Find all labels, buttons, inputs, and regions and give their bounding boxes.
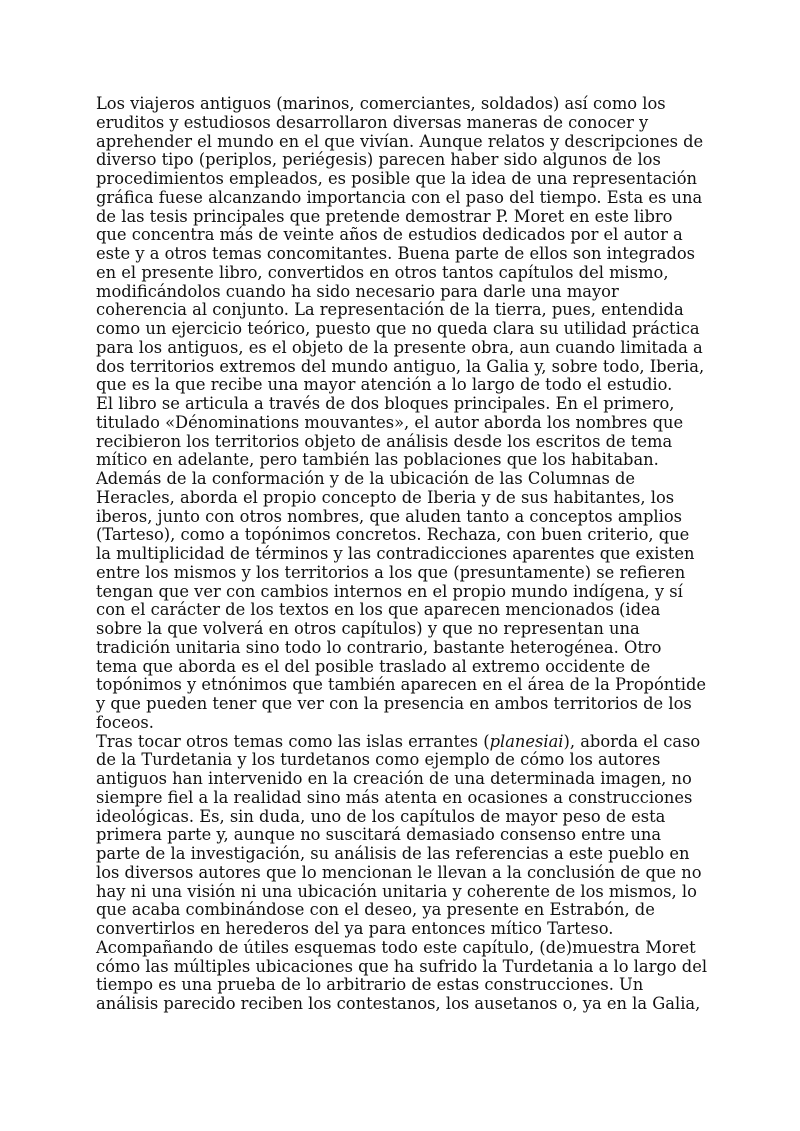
text-line: [96, 639, 706, 658]
text-segment: tradición unitaria sino todo lo contrario, bastante heterogénea. Otro: [96, 637, 662, 657]
text-segment: de las tesis principales que pretende demostrar P. Moret en este libro: [96, 206, 673, 226]
text-segment: en el presente libro, convertidos en otros tantos capítulos del mismo,: [96, 262, 669, 282]
text-segment: aprehender el mundo en el que vivían. Aunque relatos y descripciones de: [96, 131, 704, 151]
text-segment: Acompañando de útiles esquemas todo este capítulo, (de)muestra Moret: [96, 937, 696, 957]
text-line: [96, 245, 706, 264]
text-line: [96, 208, 706, 227]
text-line: [96, 264, 706, 283]
text-segment: procedimientos empleados, es posible que la idea de una representación: [96, 169, 698, 188]
text-line: [96, 508, 706, 527]
text-line: [96, 845, 706, 864]
text-line: [96, 489, 706, 508]
text-line: [96, 676, 706, 695]
text-segment: topónimos y etnónimos que también aparecen en el área de la Propóntide: [96, 675, 707, 695]
text-segment: los diversos autores que lo mencionan le llevan a la conclusión de que no: [96, 862, 702, 882]
text-line: [96, 864, 706, 883]
text-segment: ideológicas. Es, sin duda, uno de los capítulos de mayor peso de esta: [96, 806, 666, 826]
text-segment: titulado «Dénominations mouvantes», el autor aborda los nombres que: [96, 412, 684, 432]
text-segment: antiguos han intervenido en la creación de una determinada imagen, no: [96, 769, 692, 788]
text-line: [96, 714, 706, 733]
text-line: [96, 526, 706, 545]
text-line: [96, 433, 706, 452]
text-segment: primera parte y, aunque no suscitará demasiado consenso entre una: [96, 825, 662, 845]
text-segment: Heracles, aborda el propio concepto de Iberia y de sus habitantes, los: [96, 487, 675, 507]
text-segment: tema que aborda es el del posible traslado al extremo occidente de: [96, 656, 651, 676]
text-line: [96, 95, 706, 114]
text-segment: tengan que ver con cambios internos en el propio mundo indígena, y sí: [96, 581, 683, 601]
text-line: [96, 808, 706, 827]
text-line: [96, 301, 706, 320]
text-line: [96, 451, 706, 470]
text-segment: ), aborda el caso: [563, 731, 701, 751]
text-line: [96, 995, 706, 1014]
text-segment: hay ni una visión ni una ubicación unitaria y coherente de los mismos, lo: [96, 881, 697, 901]
text-line: [96, 376, 706, 395]
text-line: [96, 620, 706, 639]
italic-term: planesiai: [489, 731, 564, 751]
text-segment: gráfica fuese alcanzando importancia con el paso del tiempo. Esta es una: [96, 187, 703, 207]
text-line: [96, 583, 706, 602]
text-line: [96, 133, 706, 152]
text-segment: como un ejercicio teórico, puesto que no queda clara su utilidad práctica: [96, 319, 700, 338]
text-line: [96, 226, 706, 245]
text-segment: que acaba combinándose con el deseo, ya presente en Estrabón, de: [96, 900, 655, 920]
text-segment: siempre fiel a la realidad sino más atenta en ocasiones a construcciones: [96, 787, 693, 807]
text-line: [96, 339, 706, 358]
text-segment: iberos, junto con otros nombres, que aluden tanto a conceptos amplios: [96, 506, 682, 526]
text-segment: recibieron los territorios objeto de análisis desde los escritos de tema: [96, 431, 673, 451]
text-segment: El libro se articula a través de dos bloques principales. En el primero,: [96, 394, 675, 413]
text-segment: convertirlos en herederos del ya para entonces mítico Tarteso.: [96, 919, 614, 938]
text-line: [96, 189, 706, 208]
text-line: [96, 395, 706, 414]
text-line: [96, 695, 706, 714]
text-line: [96, 789, 706, 808]
text-line: [96, 564, 706, 583]
text-segment: entre los mismos y los territorios a los que (presuntamente) se refieren: [96, 562, 686, 582]
text-segment: mítico en adelante, pero también las poblaciones que los habitaban.: [96, 450, 659, 470]
text-line: [96, 976, 706, 995]
text-segment: y que pueden tener que ver con la presencia en ambos territorios de los: [96, 694, 692, 713]
text-segment: coherencia al conjunto. La representación de la tierra, pues, entendida: [96, 300, 684, 320]
text-line: [96, 601, 706, 620]
text-line: [96, 901, 706, 920]
text-line: [96, 114, 706, 133]
text-line: [96, 283, 706, 302]
text-segment: con el carácter de los textos en los que aparecen mencionados (idea: [96, 600, 661, 620]
text-line: [96, 151, 706, 170]
text-segment: sobre la que volverá en otros capítulos) y que no representan una: [96, 619, 640, 638]
text-segment: para los antiguos, es el objeto de la presente obra, aun cuando limitada a: [96, 337, 703, 357]
text-line: [96, 470, 706, 489]
text-segment: la multiplicidad de términos y las contradicciones aparentes que existen: [96, 544, 695, 563]
text-segment: tiempo es una prueba de lo arbitrario de estas construcciones. Un: [96, 975, 644, 995]
text-segment: análisis parecido reciben los contestanos, los ausetanos o, ya en la Galia,: [96, 994, 701, 1013]
text-segment: foceos.: [96, 712, 154, 732]
text-line: [96, 545, 706, 564]
text-line: [96, 939, 706, 958]
text-line: [96, 770, 706, 789]
text-segment: eruditos y estudiosos desarrollaron diversas maneras de conocer y: [96, 112, 649, 132]
body-text: [96, 95, 706, 1014]
text-segment: que concentra más de veinte años de estudios dedicados por el autor a: [96, 225, 683, 245]
text-segment: modificándolos cuando ha sido necesario para darle una mayor: [96, 281, 619, 301]
text-segment: parte de la investigación, su análisis de las referencias a este pueblo en: [96, 844, 690, 863]
text-segment: que es la que recibe una mayor atención a lo largo de todo el estudio.: [96, 375, 673, 395]
text-segment: (Tarteso), como a topónimos concretos. Rechaza, con buen criterio, que: [96, 525, 690, 545]
text-segment: diverso tipo (periplos, periégesis) parecen haber sido algunos de los: [96, 150, 661, 170]
text-segment: de la Turdetania y los turdetanos como ejemplo de cómo los autores: [96, 750, 661, 770]
text-segment: este y a otros temas concomitantes. Buena parte de ellos son integrados: [96, 244, 696, 263]
text-line: [96, 920, 706, 939]
text-line: [96, 826, 706, 845]
text-line: [96, 958, 706, 977]
text-segment: Tras tocar otros temas como las islas errantes (: [96, 731, 490, 751]
text-line: [96, 658, 706, 677]
text-segment: cómo las múltiples ubicaciones que ha sufrido la Turdetania a lo largo del: [96, 956, 708, 976]
text-line: [96, 733, 706, 752]
text-line: [96, 358, 706, 377]
text-line: [96, 751, 706, 770]
text-line: [96, 320, 706, 339]
text-segment: Además de la conformación y de la ubicación de las Columnas de: [96, 469, 636, 488]
text-segment: Los viajeros antiguos (marinos, comerciantes, soldados) así como los: [96, 94, 666, 113]
text-line: [96, 883, 706, 902]
text-line: [96, 170, 706, 189]
text-segment: dos territorios extremos del mundo antiguo, la Galia y, sobre todo, Iberia,: [96, 356, 705, 376]
text-line: [96, 414, 706, 433]
